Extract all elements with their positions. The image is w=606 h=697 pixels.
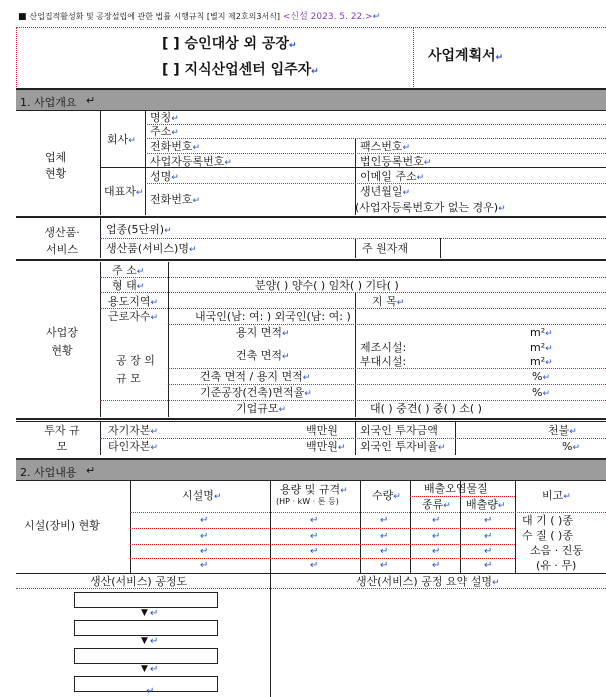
facility-status-label: 시설(장비) 현황 <box>24 519 100 532</box>
col-emission-amount: 배출량↵ <box>466 498 506 511</box>
name-label: 명칭↵ <box>150 111 179 124</box>
std-ratio-label: 기준공장(건축)면적율↵ <box>200 386 312 399</box>
own-capital-label: 자기자본↵ <box>108 424 159 437</box>
product-name-label: 생산품(서비스)명↵ <box>106 242 197 255</box>
arrow-down-icon: ▼ <box>141 636 148 646</box>
size-label: 기업규모↵ <box>236 402 287 415</box>
col-capacity-units: (HP · kW · 톤 등) <box>276 497 339 506</box>
biz-no-label: 사업자등록번호↵ <box>150 155 232 168</box>
foreign-amount-label: 외국인 투자금액 <box>360 424 438 437</box>
manufacturing-unit: m²↵ <box>530 341 553 354</box>
bullet-square: ■ <box>18 12 27 22</box>
workers-label: 근로자수↵ <box>108 310 159 323</box>
col-emission-type: 종류↵ <box>422 498 451 511</box>
land-category-label: 지 목↵ <box>372 295 405 308</box>
col-capacity: 용량 및 규격↵ <box>280 483 348 496</box>
rep-name-label: 성명↵ <box>150 170 179 183</box>
zone-label: 용도지역↵ <box>108 295 159 308</box>
header-line <box>18 13 380 22</box>
rep-phone-label: 전화번호↵ <box>150 193 201 206</box>
auxiliary-label: 부대시설: <box>360 355 407 368</box>
foreign-ratio-unit: %↵ <box>562 440 580 453</box>
birth-label: 생년월일↵ <box>360 185 411 198</box>
std-ratio-unit: %↵ <box>532 386 550 399</box>
workers-detail: 내국인(남: 여: ) 외국인(남: 여: ) <box>195 310 351 323</box>
foreign-ratio-label: 외국인 투자비율↵ <box>360 440 446 453</box>
foreign-capital-label: 타인자본↵ <box>108 440 159 453</box>
document-name: 사업계획서↵ <box>428 48 504 64</box>
bldg-area-label: 건축 면적↵ <box>236 349 290 362</box>
corp-no-label: 법인등록번호↵ <box>360 155 432 168</box>
own-capital-unit: 백만원 <box>306 424 338 437</box>
remark-water: 수 질 ( )종 <box>522 529 573 542</box>
remark-air: 대 기 ( )종 <box>522 514 573 527</box>
product-label: 생산품·서비스 <box>44 226 80 256</box>
process-step-2[interactable] <box>74 620 218 636</box>
checkbox-approval[interactable]: [ ] <box>162 36 180 52</box>
auxiliary-unit: m²↵ <box>530 355 553 368</box>
site-status-label: 사업장 현황 <box>46 326 78 357</box>
site-address-label: 주 소↵ <box>112 264 145 277</box>
process-step-1[interactable] <box>74 592 218 608</box>
site-area-label: 용지 면적↵ <box>236 326 290 339</box>
site-area-unit: m²↵ <box>530 326 553 339</box>
company-status-label: 업체 현황 <box>45 151 67 180</box>
shape-label: 형 태↵ <box>112 279 145 292</box>
phone-label: 전화번호↵ <box>150 140 201 153</box>
section-2-header: 2. 사업내용 ↵ <box>16 458 606 481</box>
shape-options: 분양( ) 양수( ) 임차( ) 기타( ) <box>255 279 399 292</box>
col-emission: 배출오염물질 <box>424 482 488 495</box>
title-line-1: [ ] 승인대상 외 공장↵ <box>162 36 297 52</box>
company-label: 회사↵ <box>107 133 136 146</box>
invest-label: 투자 규모 <box>44 424 80 453</box>
revision-note: <신설 2023. 5. 22.> <box>282 12 373 22</box>
bldg-ratio-label: 건축 면적 / 용지 면적↵ <box>200 370 311 383</box>
manufacturing-label: 제조시설: <box>360 341 407 354</box>
process-summary-label: 생산(서비스) 공정 요약 설명↵ <box>356 575 500 588</box>
col-quantity: 수량↵ <box>372 489 401 502</box>
return-arrow-icon: ↵ <box>372 12 381 22</box>
scale-label: 공 장 의 규 모 <box>116 354 155 385</box>
law-reference: 산업집적활성화 및 공장설립에 관한 법률 시행규칙 [별지 제2호의3서식] <box>29 12 280 21</box>
foreign-amount-unit: 천불↵ <box>548 424 577 437</box>
arrow-down-icon: ▼ <box>141 608 148 618</box>
remark-yn: (유 · 무) <box>536 559 577 572</box>
main-material-label: 주 원자재 <box>362 242 409 255</box>
remark-noise: 소음 · 진동 <box>530 544 583 557</box>
foreign-capital-unit: 백만원↵ <box>306 440 346 453</box>
rep-label: 대표자↵ <box>104 185 144 198</box>
industry-label: 업종(5단위)↵ <box>106 223 172 236</box>
email-label: 이메일 주소↵ <box>360 170 425 183</box>
address-label: 주소↵ <box>150 125 179 138</box>
checkbox-knowledge-center[interactable]: [ ] <box>162 62 180 78</box>
arrow-down-icon: ▼ <box>141 664 148 674</box>
col-facility-name: 시설명↵ <box>182 489 222 502</box>
bldg-ratio-unit: %↵ <box>532 370 550 383</box>
title-line-2: [ ] 지식산업센터 입주자↵ <box>162 62 319 78</box>
section-1-header: 1. 사업개요 ↵ <box>16 88 606 111</box>
fax-label: 팩스번호↵ <box>360 140 411 153</box>
birth-note: (사업자등록번호가 없는 경우)↵ <box>355 201 506 214</box>
col-remarks: 비고↵ <box>542 489 571 502</box>
process-step-3[interactable] <box>74 648 218 664</box>
process-chart-label: 생산(서비스) 공정도 <box>90 575 188 588</box>
size-options: 대( ) 중견( ) 중( ) 소( ) <box>370 402 482 415</box>
